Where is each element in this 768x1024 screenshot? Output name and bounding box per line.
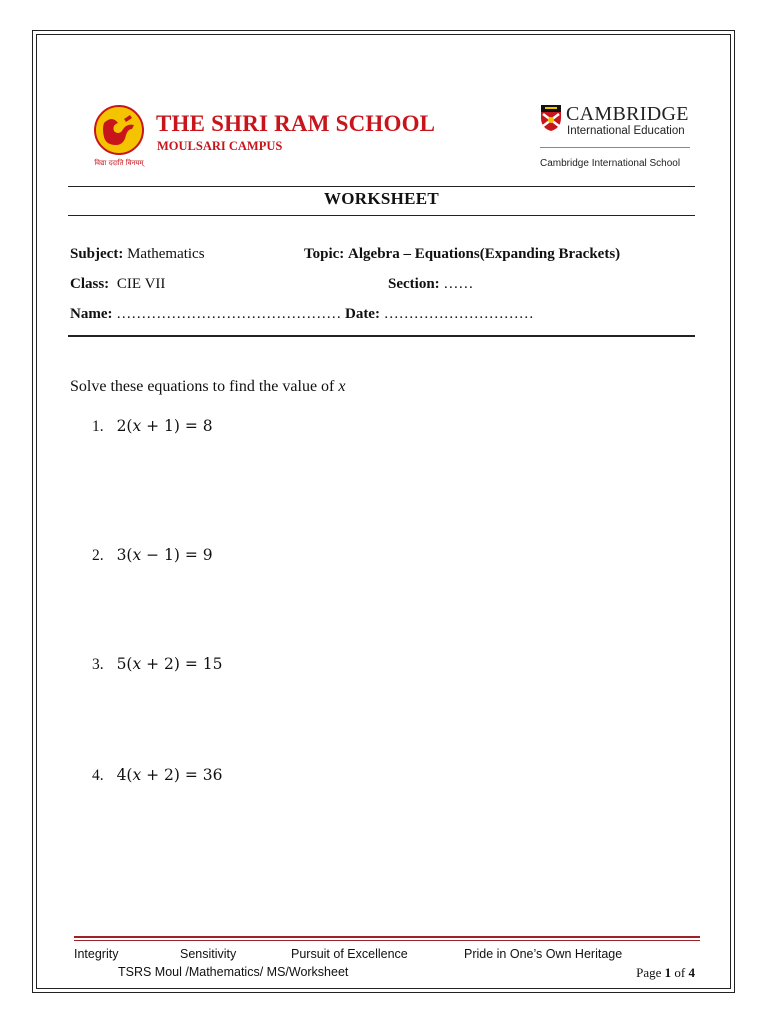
footer-rule-thin bbox=[74, 940, 700, 941]
page-total: 4 bbox=[688, 965, 695, 980]
cambridge-shield-icon bbox=[540, 104, 562, 132]
topic-value: Algebra – Equations(Expanding Brackets) bbox=[348, 246, 621, 262]
subject-line bbox=[70, 246, 205, 263]
question-3 bbox=[92, 655, 223, 674]
school-name: THE SHRI RAM SCHOOL bbox=[156, 111, 436, 136]
section-label: Section: bbox=[388, 276, 440, 292]
cambridge-wordmark: CAMBRIDGE bbox=[566, 103, 689, 125]
name-date-line bbox=[70, 306, 534, 323]
subject-label: Subject: bbox=[70, 246, 124, 262]
page-number bbox=[636, 965, 695, 981]
date-label: Date: bbox=[344, 306, 380, 322]
question-4 bbox=[92, 766, 223, 785]
question-number: 3. bbox=[92, 656, 104, 673]
cambridge-school-label: Cambridge International School bbox=[540, 158, 681, 169]
logo-motto: विद्या ददाति विनयम् bbox=[94, 159, 144, 167]
instructions bbox=[70, 378, 346, 396]
name-label: Name: bbox=[70, 306, 113, 322]
page-label: Page bbox=[636, 965, 662, 980]
cambridge-divider bbox=[540, 147, 690, 148]
date-field: ………………………… bbox=[383, 306, 534, 322]
question-number: 4. bbox=[92, 767, 104, 784]
question-number: 1. bbox=[92, 418, 104, 435]
section-line bbox=[388, 276, 473, 293]
class-value: CIE VII bbox=[116, 276, 166, 292]
class-label: Class: bbox=[70, 276, 110, 292]
footer-value-heritage: Pride in One’s Own Heritage bbox=[464, 947, 623, 961]
topic-line bbox=[304, 246, 620, 263]
title-rule-top bbox=[68, 186, 695, 187]
page-of: of bbox=[674, 965, 686, 980]
question-equation: 2(𝑥 + 1) = 8 bbox=[116, 417, 213, 435]
question-equation: 3(𝑥 − 1) = 9 bbox=[116, 546, 213, 564]
subject-value: Mathematics bbox=[127, 246, 205, 262]
page-current: 1 bbox=[664, 965, 672, 980]
school-logo bbox=[86, 103, 152, 169]
question-1 bbox=[92, 417, 213, 436]
title-rule-bottom bbox=[68, 215, 695, 216]
footer-doc-ref: TSRS Moul /Mathematics/ MS/Worksheet bbox=[118, 965, 349, 979]
footer-rule-thick bbox=[74, 936, 700, 938]
cambridge-subtitle: International Education bbox=[567, 125, 685, 137]
question-equation: 4(𝑥 + 2) = 36 bbox=[116, 766, 223, 784]
question-equation: 5(𝑥 + 2) = 15 bbox=[116, 655, 223, 673]
name-field: ……………………………………… bbox=[116, 306, 342, 322]
campus-name: MOULSARI CAMPUS bbox=[157, 139, 283, 153]
instructions-text: Solve these equations to find the value of bbox=[70, 378, 335, 395]
instructions-variable: x bbox=[338, 378, 346, 395]
question-2 bbox=[92, 546, 213, 565]
question-number: 2. bbox=[92, 547, 104, 564]
topic-label: Topic: bbox=[304, 246, 345, 262]
footer-value-sensitivity: Sensitivity bbox=[180, 947, 237, 961]
worksheet-title: WORKSHEET bbox=[323, 189, 440, 208]
meta-rule bbox=[68, 335, 695, 337]
page-border-inner bbox=[36, 34, 731, 989]
class-line bbox=[70, 276, 165, 293]
section-value: …… bbox=[443, 276, 474, 292]
footer-value-integrity: Integrity bbox=[74, 947, 119, 961]
footer-value-excellence: Pursuit of Excellence bbox=[291, 947, 408, 961]
